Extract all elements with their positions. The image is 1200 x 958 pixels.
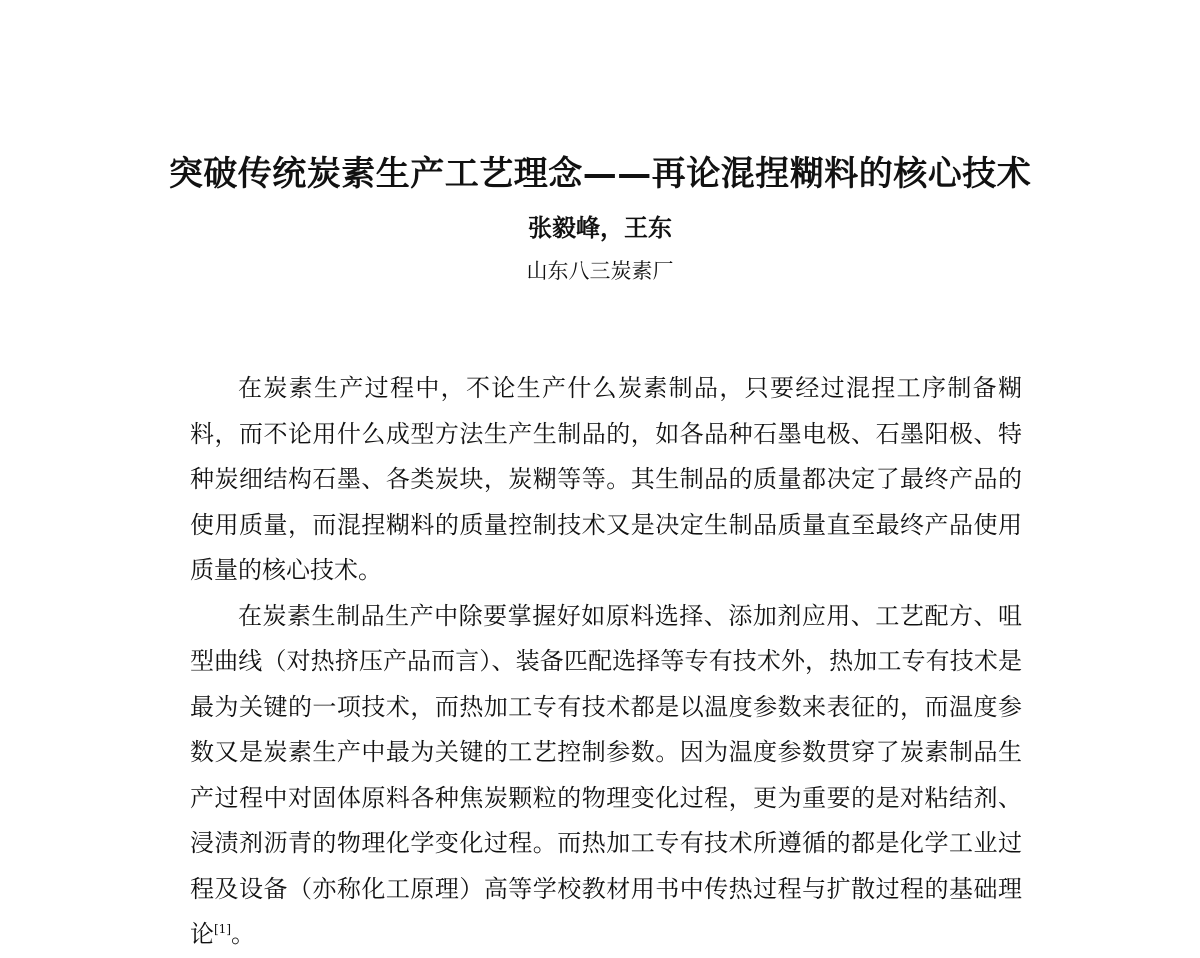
paragraph-2 <box>190 594 1022 958</box>
paragraph-2-end: 。 <box>231 920 255 948</box>
paragraph-2-text: 在炭素生制品生产中除要掌握好如原料选择、添加剂应用、工艺配方、咀型曲线（对热挤压产品而言）、装备匹配选择等专有技术外，热加工专有技术是最为关键的一项技术，而热加工专有技术都是以温度参数来表征的，而温度参数又是炭素生产中最为关键的工艺控制参数。因为温度参数贯穿了炭素制品生产过程中对固体原料各种焦炭颗粒的物理变化过程，更为重要的是对粘结剂、浸渍剂沥青的物理化学变化过程。而热加工专有技术所遵循的都是化学工业过程及设备（亦称化工原理）高等学校教材用书中传热过程与扩散过程的基础理论 <box>190 601 1022 948</box>
article-title: 突破传统炭素生产工艺理念——再论混捏糊料的核心技术 <box>168 154 1032 194</box>
citation-reference: [1] <box>214 922 231 936</box>
article-authors: 张毅峰，王东 <box>528 214 672 242</box>
paragraph-1: 在炭素生产过程中，不论生产什么炭素制品，只要经过混捏工序制备糊料，而不论用什么成型方法生产生制品的，如各品种石墨电极、石墨阳极、特种炭细结构石墨、各类炭块，炭糊等等。其生制品的质量都决定了最终产品的使用质量，而混捏糊料的质量控制技术又是决定生制品质量直至最终产品使用质量的核心技术。 <box>190 374 1022 584</box>
article-affiliation: 山东八三炭素厂 <box>526 259 674 283</box>
article-body <box>190 366 1022 958</box>
